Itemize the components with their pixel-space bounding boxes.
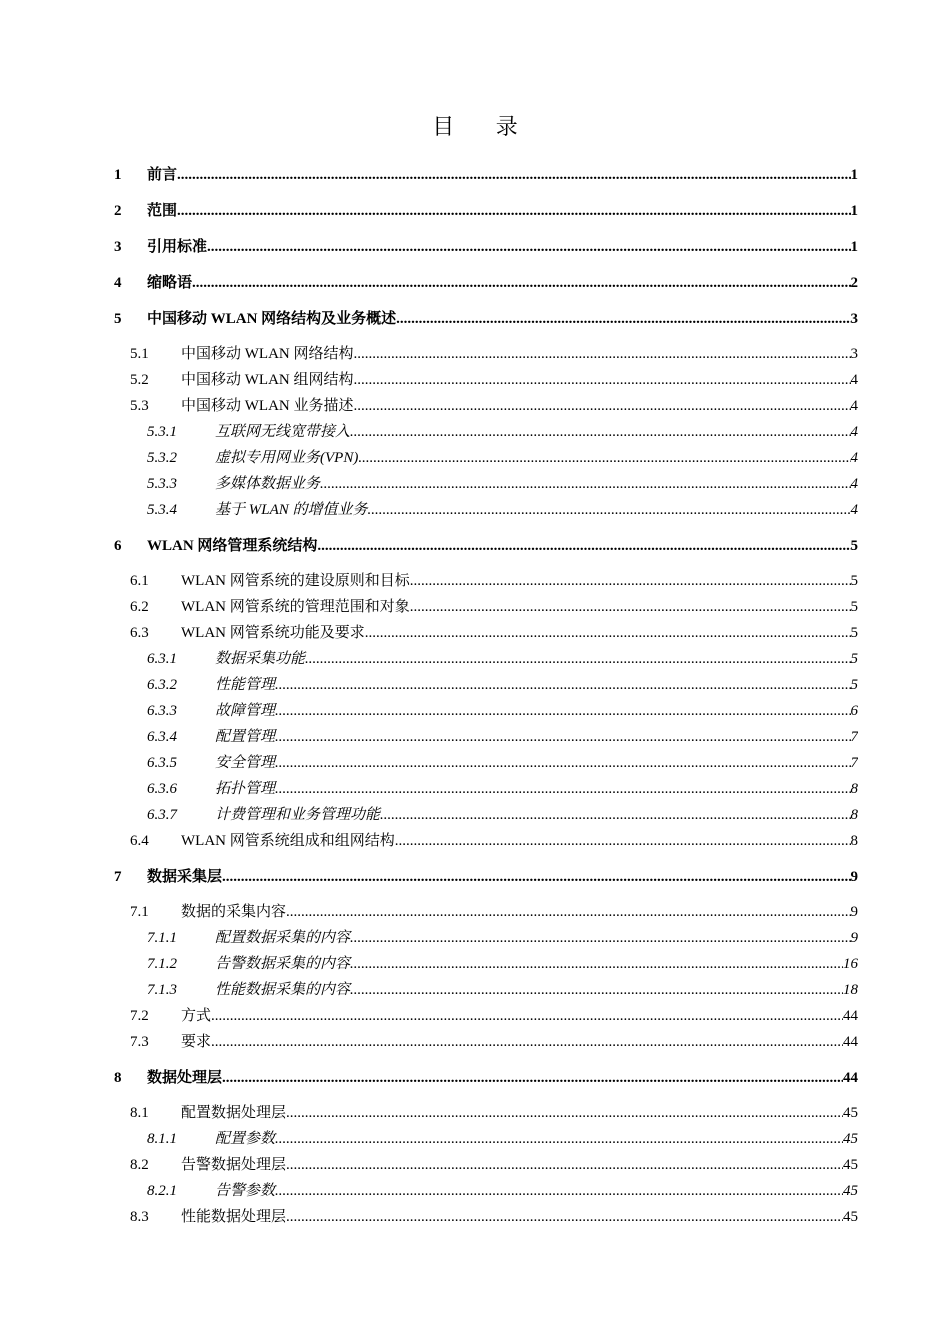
toc-leader-dots (320, 473, 850, 495)
toc-entry-title: 方式 (181, 1008, 212, 1024)
toc-entry[interactable] (0, 726, 950, 748)
toc-entry[interactable] (0, 421, 950, 443)
toc-entry-title: 数据采集功能 (215, 651, 306, 667)
toc-leader-dots (286, 901, 850, 923)
toc-entry-number: 8.2 (130, 1157, 149, 1173)
toc-entry-page-number: 8 (850, 833, 858, 849)
toc-entry-page-number: 1 (850, 239, 858, 255)
toc-entry-number: 5.3.3 (147, 476, 177, 492)
toc-leader-dots (354, 369, 851, 391)
toc-entry-line (181, 1005, 858, 1027)
toc-entry-title: 计费管理和业务管理功能 (215, 807, 381, 823)
toc-entry-title: 引用标准 (147, 239, 208, 255)
toc-leader-dots (317, 535, 850, 557)
toc-entry[interactable] (0, 1031, 950, 1053)
toc-entry-number: 6.1 (130, 573, 149, 589)
toc-entry[interactable] (0, 164, 950, 186)
toc-entry[interactable] (0, 648, 950, 670)
toc-entry[interactable] (0, 1067, 950, 1089)
toc-entry-number: 6.3 (130, 625, 149, 641)
toc-entry-number: 6.3.7 (147, 807, 177, 823)
toc-entry-page-number: 45 (843, 1183, 858, 1199)
toc-leader-dots (354, 395, 851, 417)
toc-entry-line (215, 421, 858, 443)
toc-entry-page-number: 5 (850, 677, 858, 693)
toc-entry-number: 6 (114, 538, 122, 554)
toc-leader-dots (207, 236, 850, 258)
toc-entry-line (181, 622, 858, 644)
toc-entry[interactable] (0, 535, 950, 557)
toc-entry-number: 4 (114, 275, 122, 291)
toc-entry-line (147, 272, 858, 294)
toc-entry-number: 2 (114, 203, 122, 219)
toc-leader-dots (211, 1031, 843, 1053)
toc-entry[interactable] (0, 979, 950, 1001)
toc-entry-title: 告警数据处理层 (181, 1157, 287, 1173)
toc-entry[interactable] (0, 622, 950, 644)
toc-leader-dots (354, 343, 851, 365)
toc-entry-title: 中国移动 WLAN 网络结构及业务概述 (147, 311, 397, 327)
toc-entry-line (181, 596, 858, 618)
toc-leader-dots (177, 200, 850, 222)
toc-entry-number: 7.1.1 (147, 930, 177, 946)
toc-entry[interactable] (0, 499, 950, 521)
toc-entry-number: 8.1.1 (147, 1131, 177, 1147)
toc-entry-line (215, 499, 858, 521)
toc-entry-number: 6.3.4 (147, 729, 177, 745)
toc-entry[interactable] (0, 395, 950, 417)
toc-entry-page-number: 16 (843, 956, 858, 972)
toc-entry-page-number: 1 (850, 203, 858, 219)
toc-entry-page-number: 2 (850, 275, 858, 291)
toc-entry-number: 5.1 (130, 346, 149, 362)
toc-entry-title: 互联网无线宽带接入 (215, 424, 351, 440)
toc-entry-page-number: 4 (850, 476, 858, 492)
toc-entry-page-number: 4 (850, 398, 858, 414)
toc-entry-number: 8 (114, 1070, 122, 1086)
toc-entry-number: 5.2 (130, 372, 149, 388)
toc-entry-title: 告警数据采集的内容 (215, 956, 351, 972)
toc-entry[interactable] (0, 570, 950, 592)
toc-leader-dots (275, 726, 850, 748)
toc-entry-page-number: 5 (850, 538, 858, 554)
toc-leader-dots (380, 804, 850, 826)
toc-entry-line (147, 866, 858, 888)
toc-entry-title: 中国移动 WLAN 业务描述 (181, 398, 354, 414)
toc-entry-number: 3 (114, 239, 122, 255)
toc-leader-dots (275, 778, 850, 800)
toc-entry[interactable] (0, 1005, 950, 1027)
toc-entry[interactable] (0, 369, 950, 391)
toc-entry-number: 5.3.1 (147, 424, 177, 440)
toc-entry-page-number: 9 (850, 904, 858, 920)
toc-entry-number: 8.1 (130, 1105, 149, 1121)
toc-entry-line (181, 830, 858, 852)
toc-entry-line (215, 473, 858, 495)
toc-entry[interactable] (0, 447, 950, 469)
toc-entry-page-number: 5 (850, 651, 858, 667)
toc-entry-line (215, 804, 858, 826)
toc-entry-number: 5.3.2 (147, 450, 177, 466)
toc-entry-line (181, 369, 858, 391)
toc-entry-title: 数据的采集内容 (181, 904, 287, 920)
toc-entry-page-number: 44 (843, 1008, 858, 1024)
toc-entry-number: 8.3 (130, 1209, 149, 1225)
toc-leader-dots (350, 421, 850, 443)
toc-entry-page-number: 4 (850, 372, 858, 388)
toc-leader-dots (350, 953, 843, 975)
toc-entry-number: 7.1 (130, 904, 149, 920)
toc-leader-dots (286, 1102, 843, 1124)
toc-entry[interactable] (0, 804, 950, 826)
toc-leader-dots (410, 570, 851, 592)
toc-entry-number: 7.3 (130, 1034, 149, 1050)
toc-entry-title: 配置参数 (215, 1131, 276, 1147)
toc-entry[interactable] (0, 700, 950, 722)
toc-entry[interactable] (0, 596, 950, 618)
toc-entry-title: 配置管理 (215, 729, 276, 745)
toc-entry-number: 6.4 (130, 833, 149, 849)
page-title: 目 录 (432, 114, 536, 139)
toc-entry-page-number: 8 (850, 781, 858, 797)
toc-entry-number: 8.2.1 (147, 1183, 177, 1199)
toc-entry-number: 5.3.4 (147, 502, 177, 518)
toc-entry-page-number: 9 (850, 869, 858, 885)
toc-entry-number: 6.3.6 (147, 781, 177, 797)
toc-entry-title: WLAN 网管系统的管理范围和对象 (181, 599, 410, 615)
toc-leader-dots (192, 272, 850, 294)
toc-entry-line (215, 1180, 858, 1202)
toc-entry-line (181, 901, 858, 923)
toc-entry-title: 告警参数 (215, 1183, 276, 1199)
toc-entry-line (215, 979, 858, 1001)
toc-entry-line (181, 1206, 858, 1228)
toc-entry-line (181, 1154, 858, 1176)
toc-entry[interactable] (0, 1154, 950, 1176)
toc-entry-line (215, 778, 858, 800)
toc-entry-page-number: 45 (843, 1209, 858, 1225)
toc-leader-dots (222, 866, 850, 888)
toc-entry[interactable] (0, 927, 950, 949)
toc-entry-page-number: 18 (843, 982, 858, 998)
toc-entry-page-number: 5 (850, 573, 858, 589)
toc-entry-page-number: 1 (850, 167, 858, 183)
toc-entry-line (215, 447, 858, 469)
toc-entry-line (181, 1031, 858, 1053)
toc-entry-line (181, 1102, 858, 1124)
toc-leader-dots (275, 1128, 843, 1150)
toc-entry-page-number: 45 (843, 1131, 858, 1147)
toc-entry-number: 6.3.3 (147, 703, 177, 719)
toc-entry-title: 性能数据采集的内容 (215, 982, 351, 998)
toc-leader-dots (211, 1005, 843, 1027)
toc-entry-page-number: 45 (843, 1105, 858, 1121)
toc-entry-line (215, 953, 858, 975)
toc-leader-dots (286, 1154, 843, 1176)
toc-entry[interactable] (0, 1102, 950, 1124)
toc-entry-title: 多媒体数据业务 (215, 476, 321, 492)
toc-entry-line (215, 927, 858, 949)
toc-leader-dots (395, 830, 851, 852)
toc-entry-title: 性能管理 (215, 677, 276, 693)
toc-entry-number: 6.3.5 (147, 755, 177, 771)
toc-entry[interactable] (0, 1128, 950, 1150)
toc-entry[interactable] (0, 236, 950, 258)
toc-entry-line (215, 674, 858, 696)
toc-entry-line (147, 200, 858, 222)
toc-entry-title: 数据采集层 (147, 869, 223, 885)
toc-leader-dots (275, 674, 850, 696)
toc-entry[interactable] (0, 830, 950, 852)
toc-entry-line (215, 648, 858, 670)
toc-entry-line (181, 570, 858, 592)
toc-entry-number: 7.1.3 (147, 982, 177, 998)
toc-entry-page-number: 45 (843, 1157, 858, 1173)
toc-entry-title: 中国移动 WLAN 网络结构 (181, 346, 354, 362)
toc-entry-number: 7.1.2 (147, 956, 177, 972)
toc-entry[interactable] (0, 752, 950, 774)
toc-leader-dots (368, 499, 851, 521)
toc-entry-line (147, 236, 858, 258)
toc-entry-number: 7.2 (130, 1008, 149, 1024)
toc-entry[interactable] (0, 473, 950, 495)
toc-entry-line (181, 395, 858, 417)
toc-entry[interactable] (0, 343, 950, 365)
toc-entry[interactable] (0, 272, 950, 294)
toc-entry-number: 5.3 (130, 398, 149, 414)
toc-entry-title: 基于 WLAN 的增值业务 (215, 502, 368, 518)
toc-leader-dots (350, 979, 843, 1001)
toc-leader-dots (396, 308, 850, 330)
toc-entry-page-number: 7 (850, 755, 858, 771)
toc-entry-page-number: 44 (843, 1034, 858, 1050)
toc-entry[interactable] (0, 1206, 950, 1228)
toc-entry-page-number: 5 (850, 625, 858, 641)
toc-entry-title: 故障管理 (215, 703, 276, 719)
toc-leader-dots (365, 622, 851, 644)
toc-entry-page-number: 4 (850, 502, 858, 518)
toc-entry-title: WLAN 网络管理系统结构 (147, 538, 318, 554)
toc-leader-dots (177, 164, 850, 186)
toc-entry-line (181, 343, 858, 365)
toc-entry[interactable] (0, 866, 950, 888)
toc-entry-line (215, 752, 858, 774)
toc-entry-line (147, 535, 858, 557)
toc-entry-title: 虚拟专用网业务(VPN) (215, 450, 359, 466)
toc-entry-title: WLAN 网管系统组成和组网结构 (181, 833, 395, 849)
toc-entry-title: 配置数据采集的内容 (215, 930, 351, 946)
toc-entry[interactable] (0, 200, 950, 222)
toc-entry-title: 安全管理 (215, 755, 276, 771)
toc-entry-number: 7 (114, 869, 122, 885)
toc-entry[interactable] (0, 901, 950, 923)
toc-entry-title: 拓扑管理 (215, 781, 276, 797)
toc-entry-page-number: 4 (850, 450, 858, 466)
toc-entry-title: WLAN 网管系统功能及要求 (181, 625, 365, 641)
toc-entry-page-number: 8 (850, 807, 858, 823)
toc-entry-page-number: 44 (843, 1070, 858, 1086)
toc-entry-title: WLAN 网管系统的建设原则和目标 (181, 573, 410, 589)
toc-entry-title: 缩略语 (147, 275, 193, 291)
toc-entry[interactable] (0, 953, 950, 975)
toc-leader-dots (286, 1206, 843, 1228)
toc-entry-title: 范围 (147, 203, 178, 219)
toc-entry-number: 6.3.2 (147, 677, 177, 693)
toc-leader-dots (305, 648, 850, 670)
toc-entry-line (215, 700, 858, 722)
toc-leader-dots (275, 752, 850, 774)
toc-leader-dots (358, 447, 850, 469)
toc-entry-line (147, 164, 858, 186)
toc-entry-title: 性能数据处理层 (181, 1209, 287, 1225)
toc-entry-page-number: 3 (850, 311, 858, 327)
toc-entry[interactable] (0, 674, 950, 696)
toc-entry-title: 前言 (147, 167, 178, 183)
toc-leader-dots (275, 1180, 843, 1202)
toc-leader-dots (410, 596, 851, 618)
toc-entry-page-number: 9 (850, 930, 858, 946)
toc-entry[interactable] (0, 778, 950, 800)
toc-entry[interactable] (0, 308, 950, 330)
toc-entry-line (147, 308, 858, 330)
toc-entry-page-number: 5 (850, 599, 858, 615)
toc-entry[interactable] (0, 1180, 950, 1202)
toc-entry-title: 要求 (181, 1034, 212, 1050)
toc-entry-number: 6.3.1 (147, 651, 177, 667)
toc-leader-dots (350, 927, 850, 949)
toc-entry-title: 配置数据处理层 (181, 1105, 287, 1121)
toc-entry-title: 中国移动 WLAN 组网结构 (181, 372, 354, 388)
toc-entry-line (215, 1128, 858, 1150)
toc-entry-page-number: 3 (850, 346, 858, 362)
toc-entry-page-number: 6 (850, 703, 858, 719)
toc-entry-line (147, 1067, 858, 1089)
toc-entry-number: 5 (114, 311, 122, 327)
toc-entry-line (215, 726, 858, 748)
toc-entry-page-number: 7 (850, 729, 858, 745)
toc-leader-dots (222, 1067, 843, 1089)
toc-entry-page-number: 4 (850, 424, 858, 440)
toc-leader-dots (275, 700, 850, 722)
toc-entry-number: 1 (114, 167, 122, 183)
toc-entry-number: 6.2 (130, 599, 149, 615)
toc-entry-title: 数据处理层 (147, 1070, 223, 1086)
